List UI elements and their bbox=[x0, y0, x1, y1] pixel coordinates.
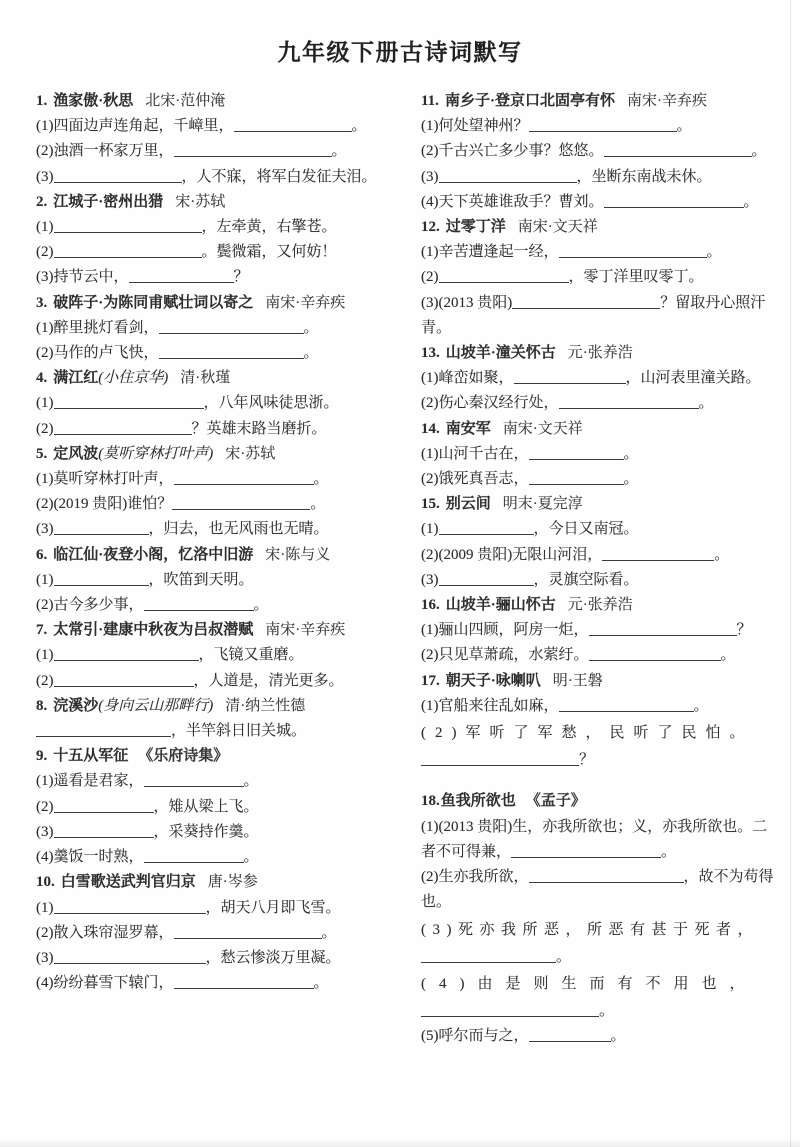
poem-line: (1)山河千古在， 。 bbox=[421, 445, 639, 462]
poem-number: 13. bbox=[421, 345, 440, 362]
poem-line: (1)骊山四顾，阿房一炬， ？ bbox=[421, 622, 752, 639]
poem-author: 唐·岑参 bbox=[207, 874, 258, 891]
poem-title-note: (莫听穿林打叶声) bbox=[98, 445, 214, 462]
poem-author: 清·秋瑾 bbox=[180, 370, 231, 387]
poem-line: (1) ，今日又南冠。 bbox=[421, 521, 639, 538]
poem-line: (4)由是则生而有不用也， bbox=[421, 975, 758, 992]
answer-blank bbox=[602, 545, 714, 561]
poem-line: (2)千古兴亡多少事？悠悠。 。 bbox=[421, 143, 767, 160]
poem-line: (1)(2013 贵阳)生，亦我所欲也；义，亦我所欲也。二者不可得兼， 。 bbox=[421, 818, 768, 860]
poem-title: 南安军 bbox=[445, 420, 491, 437]
poem-header bbox=[36, 694, 389, 719]
poem-line: (3) ，坐断东南战未休。 bbox=[421, 168, 712, 185]
poem-line: (2) 。鬓微霜，又何妨！ bbox=[36, 244, 337, 261]
poem-item bbox=[36, 190, 389, 291]
poem-line: (2)马作的卢飞快， 。 bbox=[36, 345, 319, 362]
poem-author: 南宋·文天祥 bbox=[517, 219, 598, 236]
poem-item bbox=[421, 341, 774, 417]
poem-line: (1)四面边声连角起，千嶂里， 。 bbox=[36, 118, 367, 135]
poem-author: 南宋·辛弃疾 bbox=[265, 622, 346, 639]
poem-author: 《孟子》 bbox=[525, 793, 586, 810]
poem-title-note: (小住京华) bbox=[98, 370, 169, 387]
poem-author: 北宋·范仲淹 bbox=[145, 93, 226, 109]
poem-title: 临江仙·夜登小阁，忆洛中旧游 bbox=[53, 546, 254, 563]
poem-author: 南宋·辛弃疾 bbox=[626, 93, 707, 109]
answer-blank bbox=[559, 242, 707, 258]
poem-author: 南宋·文天祥 bbox=[502, 420, 583, 437]
poem-header bbox=[421, 417, 774, 442]
poem-title: 鱼我所欲也 bbox=[440, 793, 516, 810]
answer-blank bbox=[129, 267, 234, 283]
answer-blank bbox=[511, 842, 661, 858]
poem-title: 朝天子·咏喇叭 bbox=[445, 672, 541, 689]
poem-title: 太常引·建康中秋夜为吕叔潜赋 bbox=[53, 622, 254, 639]
poem-number: 8. bbox=[36, 697, 48, 714]
poem-line: 。 bbox=[421, 999, 774, 1024]
poem-line: (4)羹饭一时熟， 。 bbox=[36, 849, 259, 866]
poem-item bbox=[36, 618, 389, 694]
answer-blank bbox=[54, 217, 202, 233]
poem-line: (2)散入珠帘湿罗幕， 。 bbox=[36, 924, 337, 941]
poem-number: 16. bbox=[421, 597, 440, 614]
poem-item bbox=[36, 694, 389, 744]
poem-title: 满江红 bbox=[53, 370, 99, 387]
poem-title: 别云间 bbox=[445, 496, 491, 513]
answer-blank bbox=[439, 267, 569, 283]
answer-blank bbox=[529, 867, 684, 883]
answer-blank bbox=[439, 167, 577, 183]
poem-line: (2)浊酒一杯家万里， 。 bbox=[36, 143, 347, 160]
answer-blank bbox=[54, 948, 206, 964]
poem-line: (2) ，雉从梁上飞。 bbox=[36, 798, 259, 815]
poem-number: 18. bbox=[421, 793, 440, 810]
poem-header bbox=[36, 366, 389, 391]
poem-line: (1)醉里挑灯看剑， 。 bbox=[36, 319, 319, 336]
answer-blank bbox=[159, 343, 304, 359]
poem-author: 明·王磐 bbox=[552, 672, 603, 689]
poem-item bbox=[421, 417, 774, 493]
poem-number: 4. bbox=[36, 370, 48, 387]
poem-author: 宋·陈与义 bbox=[265, 546, 331, 563]
answer-blank bbox=[172, 494, 310, 510]
poem-header bbox=[36, 442, 389, 467]
poem-line: (3) ，灵旗空际看。 bbox=[421, 571, 639, 588]
poem-line: (1)峰峦如聚， ，山河表里潼关路。 bbox=[421, 370, 761, 387]
poem-item bbox=[36, 442, 389, 543]
answer-blank bbox=[144, 771, 244, 787]
poem-line: (2)生亦我所欲， ，故不为苟得也。 bbox=[421, 869, 774, 911]
answer-blank bbox=[144, 847, 244, 863]
poem-number: 11. bbox=[421, 93, 439, 109]
poem-title-note: (身向云山那畔行) bbox=[98, 697, 214, 714]
page-title: 九年级下册古诗词默写 bbox=[277, 40, 523, 65]
answer-blank bbox=[54, 519, 149, 535]
answer-blank bbox=[54, 393, 204, 409]
worksheet-content bbox=[0, 89, 800, 1050]
poem-line: (1) ，胡天八月即飞雪。 bbox=[36, 899, 341, 916]
poem-title: 十五从军征 bbox=[53, 748, 129, 765]
poem-number: 14. bbox=[421, 420, 440, 437]
answer-blank bbox=[54, 242, 202, 258]
poem-line: (1)何处望神州？ 。 bbox=[421, 118, 692, 135]
poem-item bbox=[36, 89, 389, 190]
poem-author: 《乐府诗集》 bbox=[138, 748, 229, 765]
poem-item bbox=[36, 291, 389, 367]
poem-line: (3) ，人不寐，将军白发征夫泪。 bbox=[36, 168, 377, 185]
answer-blank bbox=[54, 797, 154, 813]
answer-blank bbox=[174, 469, 314, 485]
poem-title: 江城子·密州出猎 bbox=[53, 193, 164, 210]
poem-title: 山坡羊·骊山怀古 bbox=[445, 597, 556, 614]
poem-item bbox=[421, 492, 774, 593]
poem-number: 12. bbox=[421, 219, 440, 236]
answer-blank bbox=[559, 393, 699, 409]
page-edge-shadow bbox=[790, 0, 791, 1147]
answer-blank bbox=[589, 620, 737, 636]
poem-item bbox=[36, 366, 389, 442]
poem-item bbox=[36, 744, 389, 870]
poem-title: 浣溪沙 bbox=[53, 697, 99, 714]
answer-blank bbox=[54, 167, 182, 183]
poem-line: (2) ，零丁洋里叹零丁。 bbox=[421, 269, 704, 286]
answer-blank bbox=[529, 444, 624, 460]
answer-blank bbox=[439, 570, 534, 586]
poem-header bbox=[421, 492, 774, 517]
poem-line: (1) ，飞镜又重磨。 bbox=[36, 647, 304, 664]
poem-number: 15. bbox=[421, 496, 440, 513]
poem-number: 3. bbox=[36, 294, 48, 311]
poem-number: 1. bbox=[36, 93, 48, 109]
poem-line: (4)纷纷暮雪下辕门， 。 bbox=[36, 975, 329, 992]
poem-line: (3) ，愁云惨淡万里凝。 bbox=[36, 949, 341, 966]
poem-line: (2)军听了军愁，民听了民怕。 bbox=[421, 725, 754, 742]
answer-blank bbox=[174, 141, 332, 157]
answer-blank bbox=[589, 645, 721, 661]
poem-line: (2)(2009 贵阳)无限山河泪， 。 bbox=[421, 546, 730, 563]
answer-blank bbox=[54, 570, 149, 586]
column-right bbox=[421, 89, 774, 1050]
poem-header bbox=[36, 744, 389, 769]
poem-header bbox=[36, 89, 389, 114]
answer-blank bbox=[234, 116, 352, 132]
poem-item bbox=[36, 543, 389, 619]
poem-author: 宋·苏轼 bbox=[225, 445, 276, 462]
poem-header bbox=[421, 593, 774, 618]
poem-line: (4)天下英雄谁敌手？曹刘。 。 bbox=[421, 193, 759, 210]
poem-author: 清·纳兰性德 bbox=[225, 697, 306, 714]
poem-line: (1) ，左牵黄，右擎苍。 bbox=[36, 219, 337, 236]
poem-line: (1)官船来往乱如麻， 。 bbox=[421, 697, 709, 714]
poem-line: (2)(2019 贵阳)谁怕？ 。 bbox=[36, 496, 326, 513]
poem-line: (3) ，采葵持作羹。 bbox=[36, 823, 259, 840]
poem-number: 7. bbox=[36, 622, 48, 639]
poem-line: 。 bbox=[421, 945, 774, 970]
answer-blank bbox=[421, 947, 556, 963]
answer-blank bbox=[174, 973, 314, 989]
poem-line: ，半竿斜日旧关城。 bbox=[36, 719, 389, 744]
page-bottom-shadow bbox=[0, 1138, 800, 1147]
answer-blank bbox=[604, 141, 752, 157]
poem-title: 定风波 bbox=[53, 445, 99, 462]
poem-line: (2)只见草萧疏，水萦纡。 。 bbox=[421, 647, 736, 664]
poem-number: 17. bbox=[421, 672, 440, 689]
poem-line: (3) ，归去，也无风雨也无晴。 bbox=[36, 521, 329, 538]
poem-item bbox=[421, 669, 774, 774]
poem-line: (1)辛苦遭逢起一经， 。 bbox=[421, 244, 722, 261]
answer-blank bbox=[512, 293, 660, 309]
poem-line: (3)(2013 贵阳) ？留取丹心照汗青。 bbox=[421, 294, 766, 336]
poem-number: 10. bbox=[36, 874, 55, 891]
answer-blank bbox=[421, 750, 579, 766]
poem-line: (3)死亦我所恶，所恶有甚于死者， bbox=[421, 921, 759, 938]
answer-blank bbox=[54, 645, 199, 661]
poem-line: (2)古今多少事， 。 bbox=[36, 597, 269, 614]
poem-item bbox=[421, 89, 774, 215]
answer-blank bbox=[439, 519, 534, 535]
poem-line: (1) ，八年风味徒思浙。 bbox=[36, 395, 339, 412]
poem-number: 6. bbox=[36, 546, 48, 563]
poem-item bbox=[36, 870, 389, 996]
poem-title: 白雪歌送武判官归京 bbox=[60, 874, 196, 891]
answer-blank bbox=[559, 696, 694, 712]
poem-line: (1)遥看是君家， 。 bbox=[36, 773, 259, 790]
poem-line: ？ bbox=[421, 748, 774, 773]
poem-title: 山坡羊·潼关怀古 bbox=[445, 345, 556, 362]
answer-blank bbox=[54, 419, 192, 435]
poem-header bbox=[36, 291, 389, 316]
poem-title: 南乡子·登京口北固亭有怀 bbox=[444, 93, 615, 109]
poem-author: 元·张养浩 bbox=[567, 597, 633, 614]
answer-blank bbox=[421, 1001, 599, 1017]
poem-number: 2. bbox=[36, 193, 48, 210]
poem-line: (2)伤心秦汉经行处， 。 bbox=[421, 395, 714, 412]
poem-header bbox=[36, 190, 389, 215]
answer-blank bbox=[604, 192, 744, 208]
poem-header bbox=[421, 669, 774, 694]
poem-author: 明末·夏完淳 bbox=[502, 496, 583, 513]
answer-blank bbox=[529, 1026, 611, 1042]
poem-header bbox=[36, 543, 389, 568]
poem-line: (1)莫听穿林打叶声， 。 bbox=[36, 471, 329, 488]
poem-header bbox=[421, 341, 774, 366]
poem-header bbox=[421, 789, 774, 814]
answer-blank bbox=[514, 368, 626, 384]
poem-title: 破阵子·为陈同甫赋壮词以寄之 bbox=[53, 294, 254, 311]
poem-line: (1) ，吹笛到天明。 bbox=[36, 571, 254, 588]
poem-item bbox=[421, 215, 774, 341]
poem-line: (2) ，人道是，清光更多。 bbox=[36, 672, 344, 689]
poem-item bbox=[421, 789, 774, 1049]
poem-number: 5. bbox=[36, 445, 48, 462]
answer-blank bbox=[529, 469, 624, 485]
answer-blank bbox=[54, 898, 206, 914]
poem-author: 宋·苏轼 bbox=[175, 193, 226, 210]
poem-line: (2) ？英雄末路当磨折。 bbox=[36, 420, 327, 437]
answer-blank bbox=[36, 721, 171, 737]
poem-header bbox=[36, 870, 389, 895]
answer-blank bbox=[144, 595, 254, 611]
answer-blank bbox=[529, 116, 677, 132]
answer-blank bbox=[174, 923, 322, 939]
poem-item bbox=[421, 593, 774, 669]
poem-number: 9. bbox=[36, 748, 48, 765]
poem-line: (3)持节云中， ？ bbox=[36, 269, 249, 286]
answer-blank bbox=[54, 822, 154, 838]
answer-blank bbox=[159, 318, 304, 334]
poem-line: (2)饿死真吾志， 。 bbox=[421, 471, 639, 488]
poem-header bbox=[421, 215, 774, 240]
poem-title: 渔家傲·秋思 bbox=[53, 93, 134, 109]
answer-blank bbox=[54, 671, 194, 687]
poem-line: (5)呼尔而与之， 。 bbox=[421, 1028, 626, 1045]
poem-author: 南宋·辛弃疾 bbox=[265, 294, 346, 311]
poem-title: 过零丁洋 bbox=[445, 219, 506, 236]
poem-author: 元·张养浩 bbox=[567, 345, 633, 362]
poem-header bbox=[36, 618, 389, 643]
column-left bbox=[36, 89, 389, 1050]
poem-header bbox=[421, 89, 774, 114]
